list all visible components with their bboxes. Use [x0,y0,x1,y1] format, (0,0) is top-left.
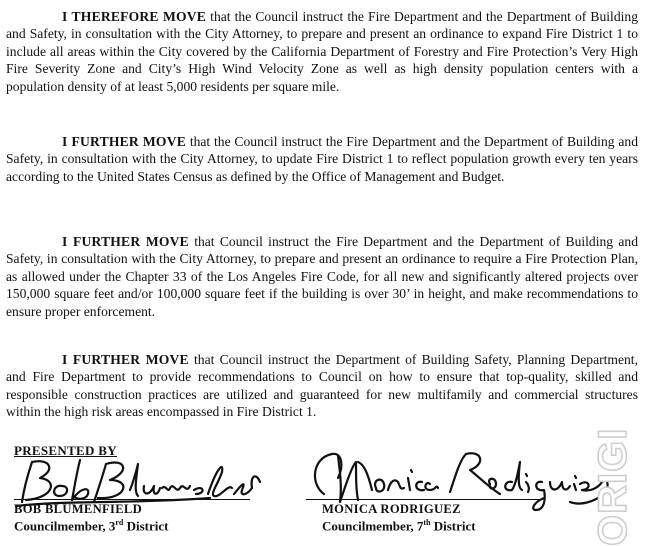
signer-name-1: BOB BLUMENFIELD [14,502,143,516]
motion-paragraph [6,133,638,185]
motion-text: that the Council instruct the Fire Department and the Department of Building and Safety, in consultation with the City Attorney, to prepare and present an ordinance to expand Fire District 1 to include all areas within the City covered by the California Department of Forestry and Fire Protection’s Very High Fire Severity Zone and City’s High Wind Velocity Zone as well as high density population centers with a population density of at least 5,000 residents per square mile. [6,9,638,94]
signer-title-1: Councilmember, 3rd District [14,518,169,534]
motion-lead: I FURTHER MOVE [62,234,189,249]
motion-text: that the Council instruct the Fire Department and the Department of Building and Safety, in consultation with the City Attorney, to update Fire District 1 to reflect population growth every ten years according to the United States Census as defined by the Office of Management and Budget. [6,134,638,184]
motion-text: that Council instruct the Department of Building Safety, Planning Department, and Fire Department to provide recommendations to Council on how to ensure that top-quality, skilled and responsible construction practices are utilized and guaranteed for new multifamily and commercial structures within the high risk areas encompassed in Fire District 1. [6,352,638,420]
signer-title-2: Councilmember, 7th District [322,518,476,534]
original-stamp [591,427,652,546]
signer-name-2: MONICA RODRIGUEZ [322,502,461,516]
motion-text: that Council instruct the Fire Department and the Department of Building and Safety, in consultation with the City Attorney, to prepare and present an ordinance to require a Fire Protection Plan, as allowed under the Chapter 33 of the Los Angeles Fire Code, for all new and significantly altered projects over 150,000 square feet and/or 100,000 square feet if the building is over 30’ in height, and make recommendations to ensure proper enforcement. [6,234,638,319]
motion-paragraph [6,351,638,421]
presented-by-label: PRESENTED BY [14,443,117,458]
motion-paragraph [6,233,638,320]
signature-line-1 [14,499,250,500]
motion-lead: I FURTHER MOVE [62,352,189,367]
motion-lead: I FURTHER MOVE [62,134,186,149]
motion-lead: I THEREFORE MOVE [62,9,207,24]
signature-line-2 [306,499,542,500]
stamp-text: ORIGI [591,427,635,546]
motion-paragraph [6,8,638,95]
